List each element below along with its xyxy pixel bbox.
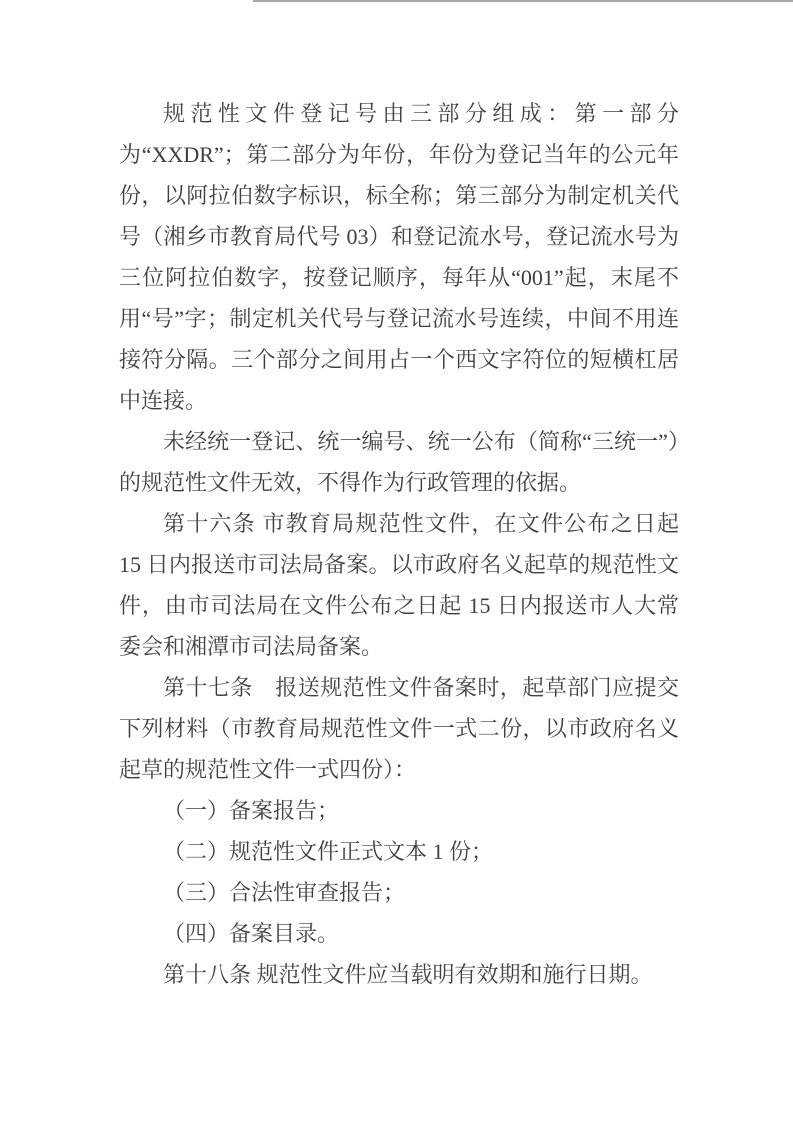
- paragraph-article-16: 第十六条 市教育局规范性文件，在文件公布之日起 15 日内报送市司法局备案。以市政府名义起草的规范性文件，由市司法局在文件公布之日起 15 日内报送市人大常委会和湘潭市司法局备案。: [119, 511, 679, 659]
- list-item-3-legality-review: （三）合法性审查报告；: [163, 880, 406, 905]
- paragraph-article-17: 第十七条 报送规范性文件备案时，起草部门应提交下列材料（市教育局规范性文件一式二份，以市政府名义起草的规范性文件一式四份）：: [119, 675, 679, 782]
- list-item-4-filing-catalog: （四）备案目录。: [163, 921, 340, 946]
- paragraph-article-18: 第十八条 规范性文件应当载明有效期和施行日期。: [163, 962, 653, 987]
- document-text-block: [119, 93, 679, 995]
- list-item-2-official-text: （二）规范性文件正式文本 1 份；: [163, 839, 494, 864]
- paragraph-three-unified-rule: 未经统一登记、统一编号、统一公布（简称“三统一”）的规范性文件无效，不得作为行政管理的依据。: [119, 429, 679, 495]
- list-item-1-filing-report: （一）备案报告；: [163, 798, 340, 823]
- scan-artifact-line: [253, 0, 793, 2]
- paragraph-registration-number-format: 规范性文件登记号由三部分组成：第一部分为“XXDR”；第二部分为年份，年份为登记当年的公元年份，以阿拉伯数字标识，标全称；第三部分为制定机关代号（湘乡市教育局代号 03）和登记流水号，登记流水号为三位阿拉伯数字，按登记顺序，每年从“001”起，末尾不用“号”字；制定机关代号与登记流水号连续，中间不用连接符分隔。三个部分之间用占一个西文字符位的短横杠居中连接。: [119, 101, 679, 413]
